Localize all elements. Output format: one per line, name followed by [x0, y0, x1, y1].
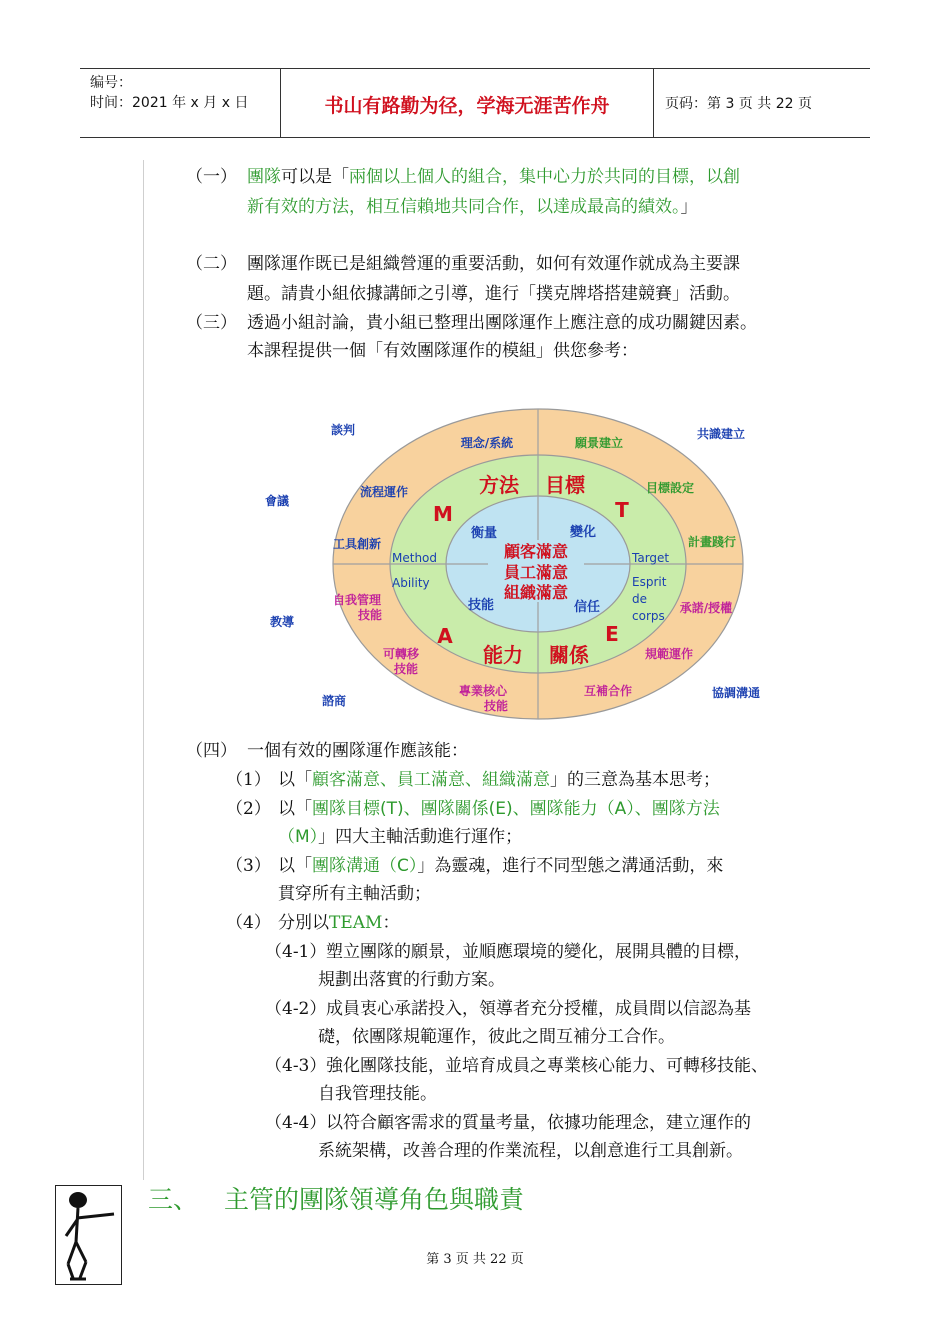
label-commit: 承諾/授權	[679, 601, 733, 615]
header-motto: 书山有路勤为径，学海无涯苦作舟	[324, 95, 610, 117]
label-esprit-1: Esprit	[632, 575, 667, 589]
letter-a: A	[437, 624, 453, 648]
label-self-mgmt-1: 自我管理	[332, 593, 382, 607]
item-2-marker: （二）	[186, 254, 237, 274]
label-coordinate: 協調溝通	[711, 686, 761, 700]
label-method: 方法	[479, 473, 519, 497]
label-ability: 能力	[483, 643, 523, 667]
label-philosophy: 理念/系統	[460, 436, 514, 450]
detail-3-marker: （4-3）	[265, 1056, 327, 1076]
label-vision: 願景建立	[574, 436, 624, 450]
label-consensus: 共識建立	[696, 427, 746, 441]
detail-3-line-1: 強化團隊技能，並培育成員之專業核心能力、可轉移技能、	[326, 1056, 768, 1076]
label-complement: 互補合作	[583, 684, 633, 698]
label-meeting: 會議	[264, 494, 290, 508]
sub-4-line: 分別以TEAM：	[278, 913, 400, 933]
detail-1-line-1: 塑立團隊的願景，並順應環境的變化，展開具體的目標，	[326, 942, 751, 962]
label-ability-en: Ability	[392, 576, 430, 590]
sub-3-line-2: 貫穿所有主軸活動；	[278, 884, 431, 904]
header-page-info: 页码：第 3 页 共 22 页	[665, 96, 812, 112]
label-target-en: Target	[632, 551, 670, 565]
detail-3-line-2: 自我管理技能。	[318, 1084, 437, 1104]
label-core-2: 技能	[483, 699, 509, 713]
section-title: 主管的團隊領導角色與職責	[223, 1185, 524, 1214]
label-esprit-3: corps	[632, 609, 665, 623]
item-4-marker: （四）	[186, 741, 237, 761]
label-norm: 規範運作	[644, 647, 694, 661]
label-esprit-2: de	[632, 592, 647, 606]
sub-2-marker: （2）	[226, 799, 271, 819]
center-employee: 員工滿意	[503, 563, 569, 582]
item-1-marker: （一）	[186, 167, 237, 187]
label-goal: 目標	[545, 473, 585, 497]
label-trust: 信任	[573, 600, 601, 615]
label-change: 變化	[569, 525, 597, 540]
detail-4-line-1: 以符合顧客需求的質量考量，依據功能理念，建立運作的	[326, 1113, 751, 1133]
page-footer: 第 3 页 共 22 页	[426, 1252, 524, 1267]
detail-4-marker: （4-4）	[265, 1113, 327, 1133]
pointing-figure-icon	[55, 1185, 122, 1285]
doc-number-label: 编号：	[90, 75, 132, 91]
label-core-1: 專業核心	[458, 684, 508, 698]
sub-3-marker: （3）	[226, 856, 271, 876]
item-3-marker: （三）	[186, 313, 237, 333]
center-org: 組織滿意	[503, 583, 569, 602]
item-3-line-2: 本課程提供一個「有效團隊運作的模組」供您參考：	[247, 341, 638, 361]
detail-4-line-2: 系統架構，改善合理的作業流程，以創意進行工具創新。	[318, 1141, 743, 1161]
sub-2-line-2: （M）」四大主軸活動進行運作；	[278, 827, 523, 847]
label-method-en: Method	[392, 551, 438, 565]
label-self-mgmt-2: 技能	[357, 608, 383, 622]
label-weigh: 衡量	[470, 526, 498, 541]
item-1-line-2: 新有效的方法，相互信賴地共同合作，以達成最高的績效。」	[247, 197, 698, 217]
detail-2-line-2: 礎，依團隊規範運作，彼此之間互補分工合作。	[318, 1027, 675, 1047]
sub-4-marker: （4）	[226, 913, 271, 933]
section-heading	[148, 1180, 524, 1216]
label-transfer-2: 技能	[393, 662, 419, 676]
label-consult: 諮商	[321, 694, 347, 708]
label-tool: 工具創新	[332, 537, 382, 551]
letter-e: E	[605, 622, 619, 646]
item-1-line-1: 團隊可以是「兩個以上個人的組合，集中心力於共同的目標，以創	[247, 167, 740, 187]
sub-1-marker: （1）	[226, 770, 271, 790]
sub-1-line: 以「顧客滿意、員工滿意、組織滿意」的三意為基本思考；	[278, 770, 720, 790]
label-negotiate: 談判	[330, 423, 356, 437]
item-3-line-1: 透過小組討論，貴小組已整理出團隊運作上應注意的成功關鍵因素。	[247, 313, 757, 333]
sub-2-line-1: 以「團隊目標(T)、團隊關係(E)、團隊能力（A）、團隊方法	[278, 799, 720, 819]
label-relation: 關係	[549, 643, 589, 667]
label-goal-setting: 目標設定	[645, 481, 695, 495]
label-skill: 技能	[467, 598, 495, 613]
detail-1-marker: （4-1）	[265, 942, 327, 962]
sub-3-line-1: 以「團隊溝通（C）」為靈魂，進行不同型態之溝通活動，來	[278, 856, 724, 876]
label-plan: 計畫踐行	[687, 535, 737, 549]
detail-2-line-1: 成員衷心承諾投入，領導者充分授權，成員間以信認為基	[326, 999, 751, 1019]
letter-m: M	[433, 502, 453, 526]
detail-2-marker: （4-2）	[265, 999, 327, 1019]
label-coach: 教導	[269, 615, 295, 629]
label-process: 流程運作	[359, 485, 409, 499]
item-2-line-1: 團隊運作既已是組織營運的重要活動，如何有效運作就成為主要課	[247, 254, 740, 274]
item-2-line-2: 題。請貴小組依據講師之引導，進行「撲克牌塔搭建競賽」活動。	[247, 284, 740, 304]
center-customer: 顧客滿意	[503, 542, 569, 561]
doc-date: 时间：2021 年 x 月 x 日	[90, 95, 249, 111]
section-number: 三、	[148, 1185, 199, 1214]
letter-t: T	[615, 498, 629, 522]
item-4-intro: 一個有效的團隊運作應該能：	[247, 741, 468, 761]
detail-1-line-2: 規劃出落實的行動方案。	[318, 970, 505, 990]
label-transfer-1: 可轉移	[382, 647, 420, 661]
